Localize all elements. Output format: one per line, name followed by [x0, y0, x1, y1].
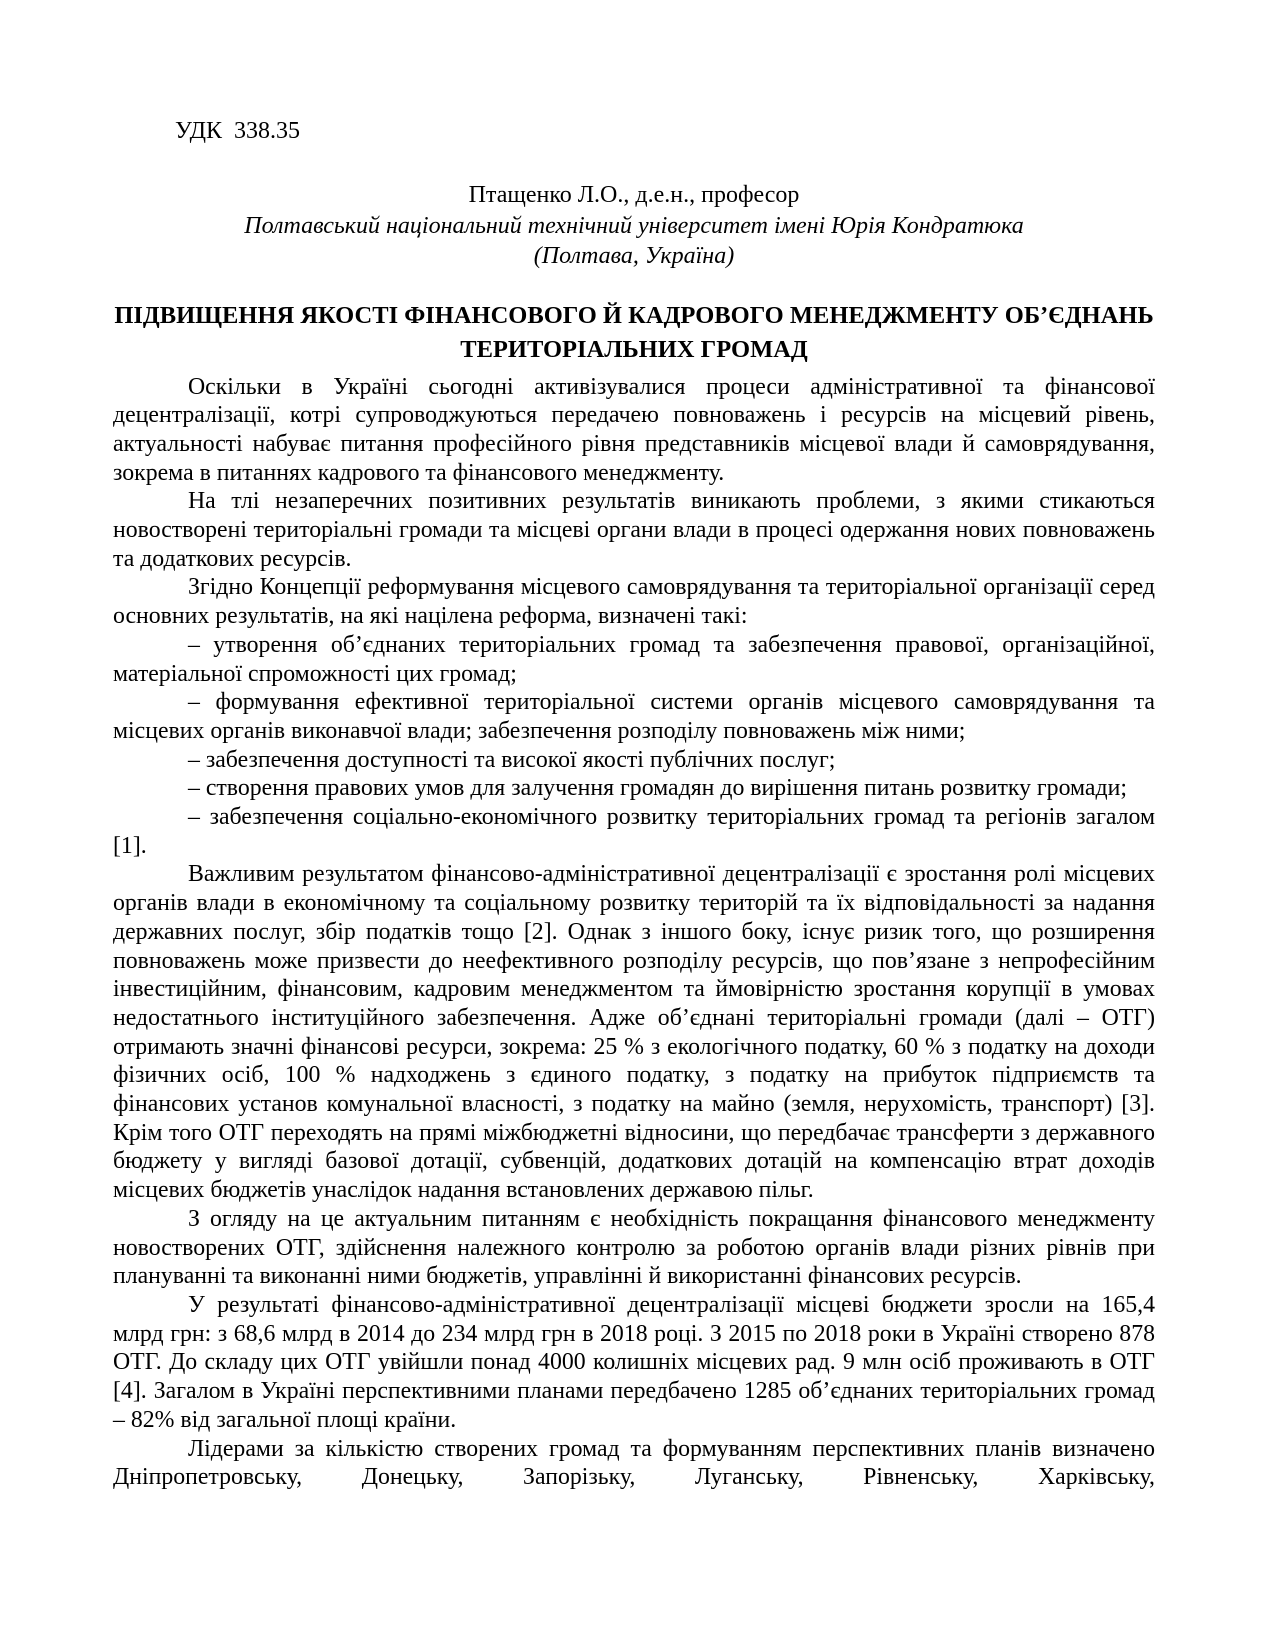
author-location: (Полтава, Україна): [533, 243, 735, 269]
list-item-socioeconomic: – забезпечення соціально-економічного розвитку територіальних громад та регіонів загалом [1].: [113, 804, 1155, 859]
author-name: Птащенко Л.О., д.е.н., професор: [468, 182, 800, 208]
paragraph-important-result: Важливим результатом фінансово-адміністративної децентралізації є зростання ролі місцевих органів влади в економічному та соціальному розвитку територій та їх відповідальності за надання державних послуг, збір податків тощо [2]. Однак з іншого боку, існує ризик того, що розширення повноважень може призвести до неефективного розподілу ресурсів, що пов’язане з непрофесійним інвестиційним, фінансовим, кадровим менеджментом та ймовірністю зростання корупції в умовах недостатнього інституційного забезпечення. Адже об’єднані територіальні громади (далі – ОТГ) отримають значні фінансові ресурси, зокрема: 25 % з екологічного податку, 60 % з податку на доходи фізичних осіб, 100 % надходжень з єдиного податку, з податку на прибуток підприємств та фінансових установ комунальної власності, з податку на майно (земля, нерухомість, транспорт) [3]. Крім того ОТГ переходять на прямі міжбюджетні відносини, що передбачає трансферти з державного бюджету у вигляді базової дотації, субвенцій, додаткових дотацій на компенсацію втрат доходів місцевих бюджетів унаслідок надання встановлених державою пільг.: [113, 861, 1155, 1204]
article-title: ПІДВИЩЕННЯ ЯКОСТІ ФІНАНСОВОГО Й КАДРОВОГО МЕНЕДЖМЕНТУ ОБ’ЄДНАНЬ ТЕРИТОРІАЛЬНИХ ГРОМАД: [114, 301, 1154, 363]
paragraph-problems: На тлі незаперечних позитивних результатів виникають проблеми, з якими стикаються новостворені територіальні громади та місцеві органи влади в процесі одержання нових повноважень та додаткових ресурсів.: [113, 488, 1155, 572]
paragraph-leaders: Лідерами за кількістю створених громад та формуванням перспективних планів визначено Дніпропетровську, Донецьку, Запорізьку, Луганську, Рівненську, Харківську,: [113, 1435, 1155, 1491]
paragraph-management-need: З огляду на це актуальним питанням є необхідність покращання фінансового менеджменту новостворених ОТГ, здійснення належного контролю за роботою органів влади різних рівнів при плануванні та виконанні ними бюджетів, управлінні й використанні фінансових ресурсів.: [113, 1205, 1155, 1290]
paragraph-concept: Згідно Концепції реформування місцевого самоврядування та територіальної організації серед основних результатів, на які націлена реформа, визначені такі:: [113, 574, 1155, 630]
list-item-legal-conditions: – створення правових умов для залучення громадян до вирішення питань розвитку громади;: [188, 775, 1127, 802]
page-content: [113, 116, 1155, 1492]
udc-code: УДК 338.35: [175, 118, 300, 144]
list-item-creation: – утворення об’єднаних територіальних громад та забезпечення правової, організаційної, матеріальної спроможності цих громад;: [113, 631, 1155, 687]
paragraph-budget-growth: У результаті фінансово-адміністративної децентралізації місцеві бюджети зросли на 165,4 млрд грн: з 68,6 млрд в 2014 до 234 млрд грн в 2018 році. З 2015 по 2018 роки в Україні створено 878 ОТГ. До складу цих ОТГ увійшли понад 4000 колишніх місцевих рад. 9 млн осіб проживають в ОТГ [4]. Загалом в Україні перспективними планами передбачено 1285 об’єднаних територіальних громад – 82% від загальної площі країни.: [113, 1292, 1155, 1433]
paragraph-intro: Оскільки в Україні сьогодні активізувалися процеси адміністративної та фінансової децентралізації, котрі супроводжуються передачею повноважень і ресурсів на місцевий рівень, актуальності набуває питання професійного рівня представників місцевої влади й самоврядування, зокрема в питаннях кадрового та фінансового менеджменту.: [113, 373, 1155, 486]
list-item-accessibility: – забезпечення доступності та високої якості публічних послуг;: [188, 746, 836, 773]
list-item-formation: – формування ефективної територіальної системи органів місцевого самоврядування та місцевих органів виконавчої влади; забезпечення розподілу повноважень між ними;: [113, 689, 1155, 744]
author-block: [113, 180, 1155, 272]
author-affiliation: Полтавський національний технічний університет імені Юрія Кондратюка: [244, 212, 1024, 239]
